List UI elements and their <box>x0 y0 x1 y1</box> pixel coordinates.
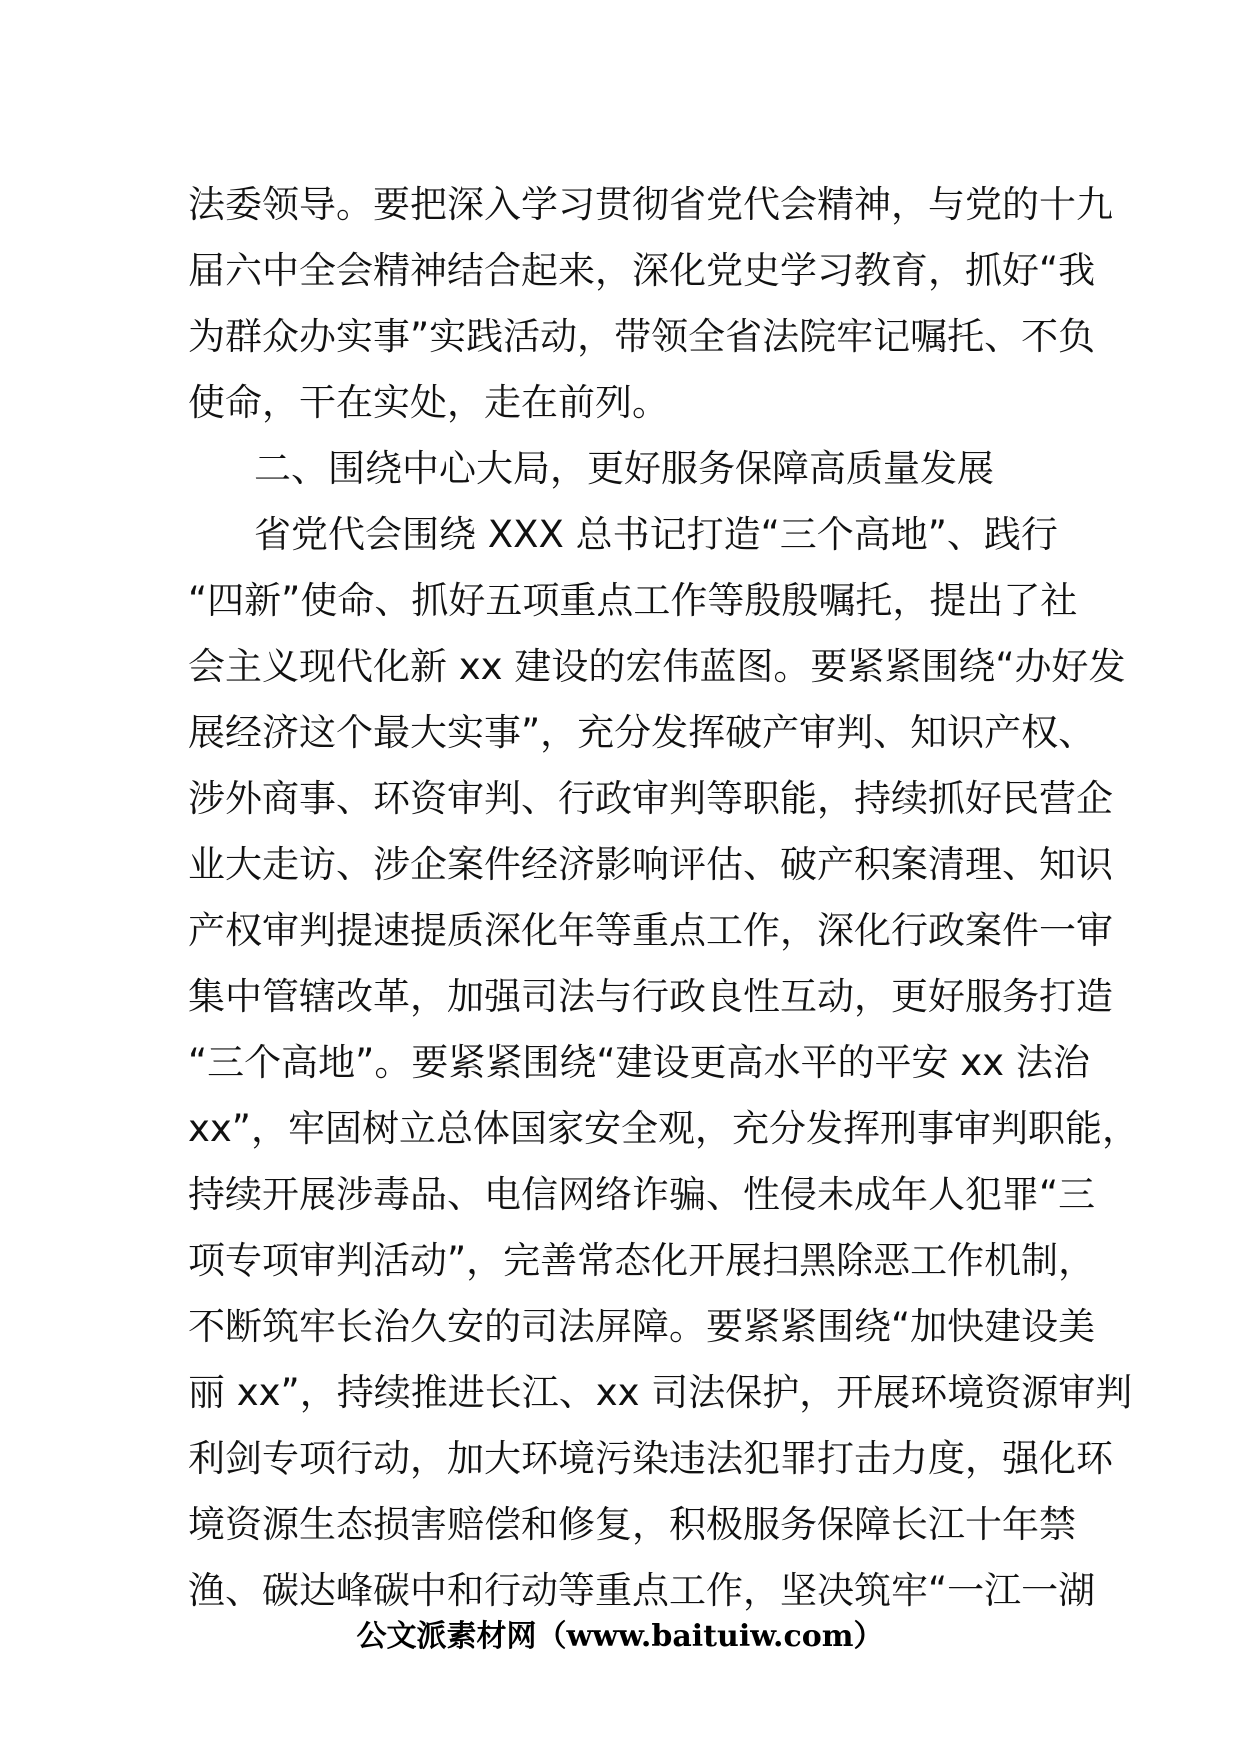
footer-watermark: 公文派素材网（www.baituiw.com） <box>356 1619 884 1654</box>
text-line: 境资源生态损害赔偿和修复，积极服务保障长江十年禁 <box>188 1503 1076 1546</box>
document-body <box>188 172 1139 1624</box>
text-line: 展经济这个最大实事”，充分发挥破产审判、知识产权、 <box>188 711 1096 754</box>
text-line: 会主义现代化新 xx 建设的宏伟蓝图。要紧紧围绕“办好发 <box>188 645 1126 688</box>
text-line: 业大走访、涉企案件经济影响评估、破产积案清理、知识 <box>188 843 1113 886</box>
text-line: 涉外商事、环资审判、行政审判等职能，持续抓好民营企 <box>188 777 1113 820</box>
text-line: 渔、碳达峰碳中和行动等重点工作，坚决筑牢“一江一湖 <box>188 1569 1096 1612</box>
text-line: “三个高地”。要紧紧围绕“建设更高水平的平安 xx 法治 <box>188 1041 1090 1084</box>
text-line: 丽 xx”，持续推进长江、xx 司法保护，开展环境资源审判 <box>188 1371 1133 1414</box>
text-line: 利剑专项行动，加大环境污染违法犯罪打击力度，强化环 <box>188 1437 1113 1480</box>
text-line: 届六中全会精神结合起来，深化党史学习教育，抓好“我 <box>188 249 1096 292</box>
text-line: 不断筑牢长治久安的司法屏障。要紧紧围绕“加快建设美 <box>188 1305 1096 1348</box>
text-line: “四新”使命、抓好五项重点工作等殷殷嘱托，提出了社 <box>188 579 1078 622</box>
text-line: 使命，干在实处，走在前列。 <box>188 381 669 424</box>
text-line: 为群众办实事”实践活动，带领全省法院牢记嘱托、不负 <box>188 315 1096 358</box>
text-line: 产权审判提速提质深化年等重点工作，深化行政案件一审 <box>188 909 1113 952</box>
text-line: 法委领导。要把深入学习贯彻省党代会精神，与党的十九 <box>188 183 1113 226</box>
text-line: 持续开展涉毒品、电信网络诈骗、性侵未成年人犯罪“三 <box>188 1173 1096 1216</box>
section-heading: 二、围绕中心大局，更好服务保障高质量发展 <box>254 447 994 490</box>
text-line: 集中管辖改革，加强司法与行政良性互动，更好服务打造 <box>188 975 1113 1018</box>
text-line: xx”，牢固树立总体国家安全观，充分发挥刑事审判职能， <box>188 1107 1139 1150</box>
text-line: 省党代会围绕 XXX 总书记打造“三个高地”、践行 <box>254 513 1058 556</box>
text-line: 项专项审判活动”，完善常态化开展扫黑除恶工作机制， <box>188 1239 1096 1282</box>
